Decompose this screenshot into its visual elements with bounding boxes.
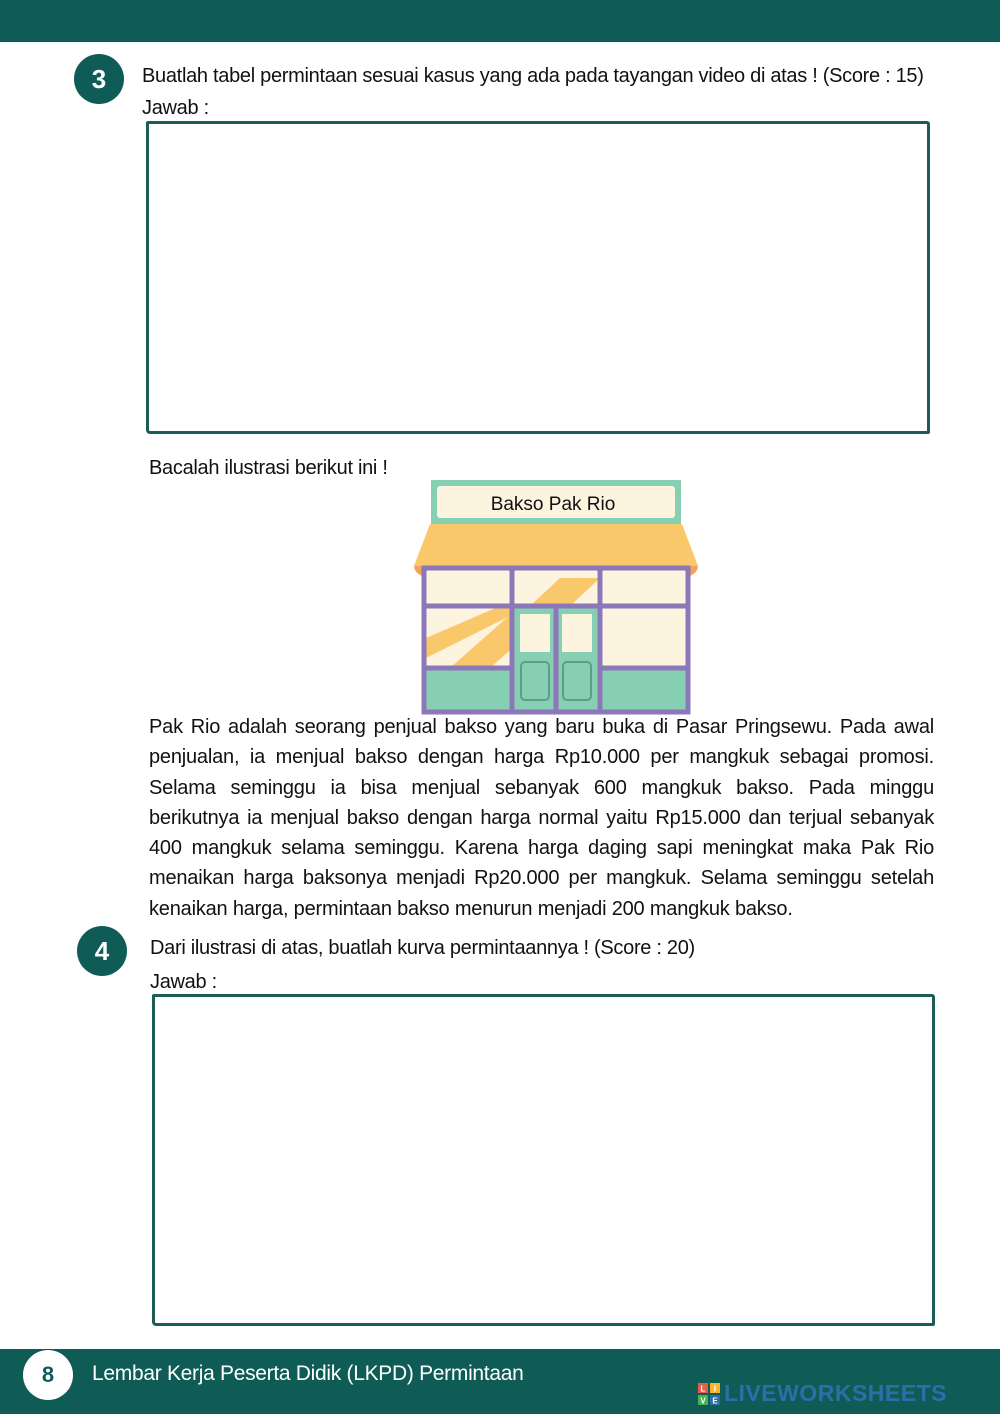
footer-title: Lembar Kerja Peserta Didik (LKPD) Permintaan bbox=[92, 1362, 524, 1385]
shop-lower-panel-right bbox=[602, 670, 688, 712]
illustration-story-paragraph: Pak Rio adalah seorang penjual bakso yang baru buka di Pasar Pringsewu. Pada awal penjualan, ia menjual bakso dengan harga Rp10.000 per mangkuk sebagai promosi. Selama seminggu ia bisa menjual sebanyak 600 mangkuk bakso. Pada minggu berikutnya ia menjual bakso dengan harga normal yaitu Rp15.000 dan terjual sebanyak 400 mangkuk selama seminggu. Karena harga daging sapi meningkat maka Pak Rio menaikan harga baksonya menjadi Rp20.000 per mangkuk. Selama seminggu setelah kenaikan harga, permintaan bakso menurun menjadi 200 mangkuk bakso. bbox=[149, 716, 934, 920]
logo-letter-l: L bbox=[700, 1384, 706, 1393]
liveworksheets-brand-text: LIVEWORKSHEETS bbox=[724, 1380, 947, 1406]
logo-letter-e: E bbox=[712, 1396, 718, 1405]
question-3-number: 3 bbox=[91, 63, 107, 94]
question-3-answer-input[interactable] bbox=[149, 124, 927, 431]
question-3-answer-label: Jawab : bbox=[142, 97, 209, 119]
page-number: 8 bbox=[41, 1362, 55, 1387]
question-4-number-badge bbox=[77, 926, 127, 976]
question-3-answer-box[interactable] bbox=[146, 121, 930, 434]
logo-letter-v: V bbox=[700, 1396, 706, 1405]
question-4-answer-box[interactable] bbox=[152, 994, 935, 1326]
bakso-shop-illustration bbox=[410, 478, 702, 716]
illustration-intro: Bacalah ilustrasi berikut ini ! bbox=[149, 457, 388, 479]
question-3-number-badge bbox=[74, 54, 124, 104]
shop-awning bbox=[414, 524, 698, 566]
question-3-prompt: Buatlah tabel permintaan sesuai kasus yang ada pada tayangan video di atas ! (Score : 15) bbox=[142, 65, 924, 87]
page-number-badge bbox=[23, 1350, 73, 1400]
logo-letter-i: I bbox=[713, 1384, 717, 1393]
door-window-left bbox=[520, 614, 550, 652]
question-4-number: 4 bbox=[94, 935, 110, 966]
door-window-right bbox=[562, 614, 592, 652]
shop-lower-panel-left bbox=[424, 670, 510, 712]
question-4-prompt: Dari ilustrasi di atas, buatlah kurva permintaannya ! (Score : 20) bbox=[150, 937, 695, 959]
question-4-answer-label: Jawab : bbox=[150, 971, 217, 993]
question-4-answer-input[interactable] bbox=[155, 997, 932, 1323]
shop-sign-text: Bakso Pak Rio bbox=[490, 494, 616, 515]
liveworksheets-logo-icon bbox=[698, 1383, 720, 1405]
top-header-bar bbox=[0, 0, 1000, 42]
liveworksheets-brand[interactable] bbox=[698, 1380, 947, 1407]
